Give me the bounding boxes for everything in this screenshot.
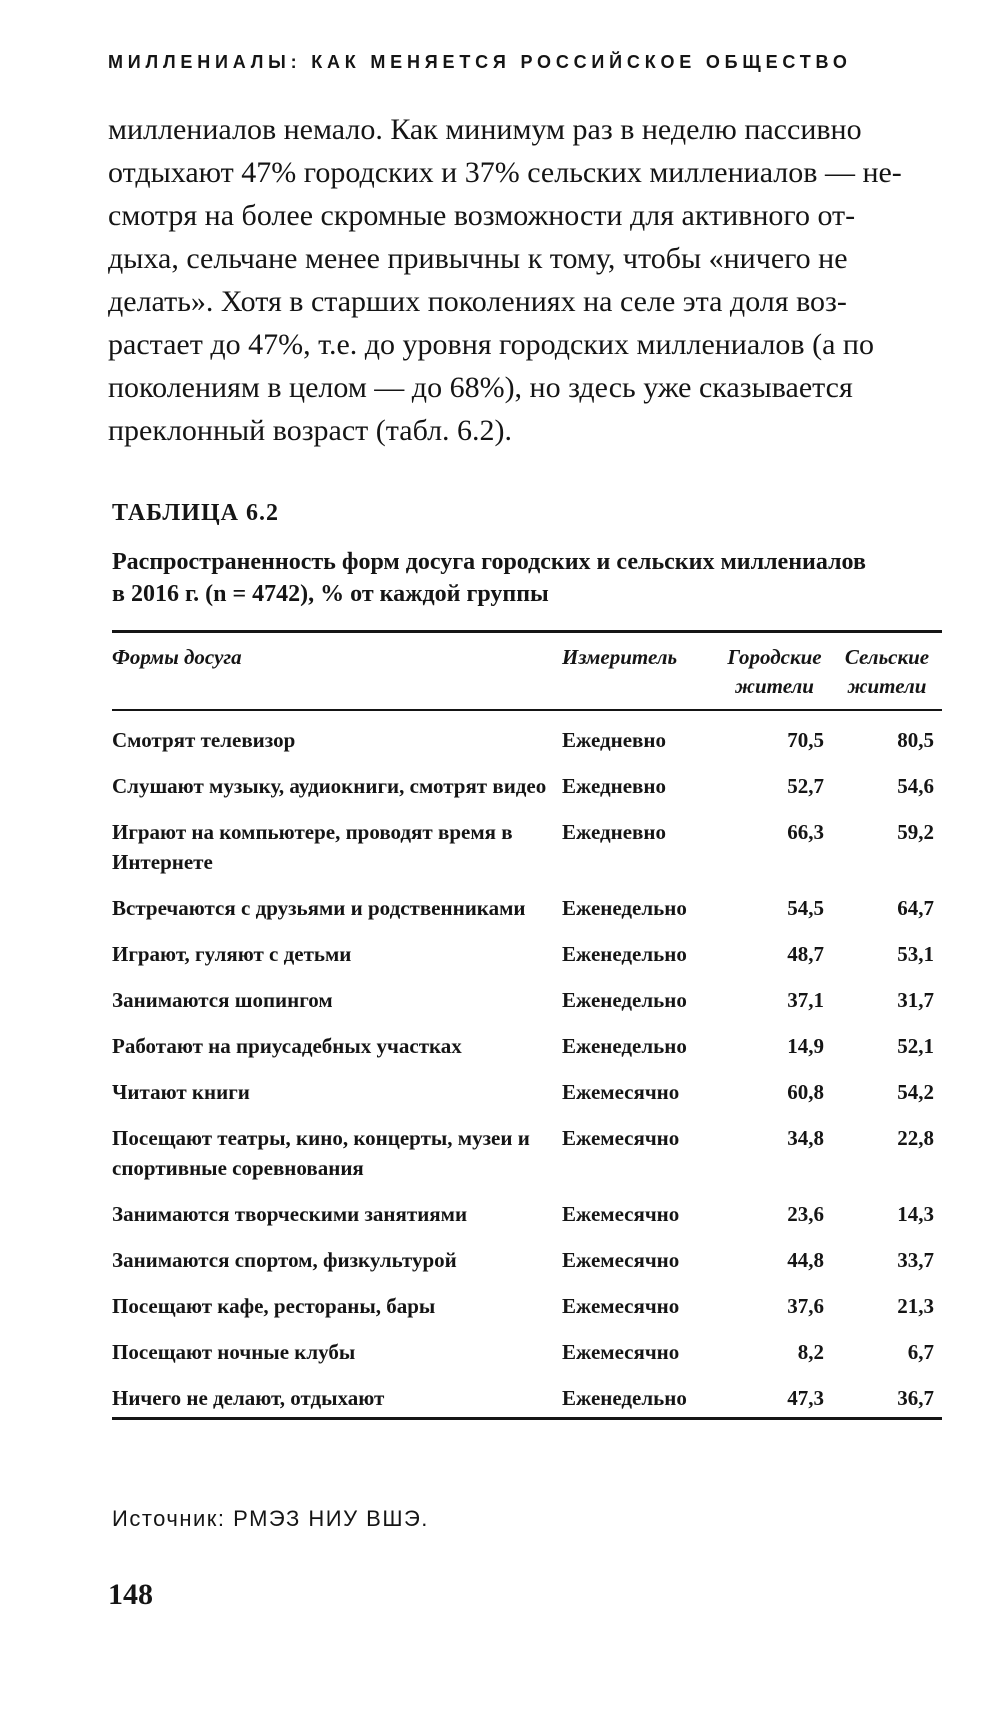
header-urban: Городские жители bbox=[717, 632, 832, 711]
cell-rural: 80,5 bbox=[897, 728, 934, 752]
cell-urban: 66,3 bbox=[787, 820, 824, 844]
cell-measure: Ежемесячно bbox=[562, 1080, 680, 1104]
body-line: растает до 47%, т.е. до уровня городских миллениалов (а по bbox=[108, 328, 874, 361]
table-source: Источник: РМЭЗ НИУ ВШЭ. bbox=[112, 1506, 429, 1531]
table-row bbox=[112, 1031, 942, 1077]
cell-form: Посещают ночные клубы bbox=[112, 1340, 356, 1364]
cell-form: Играют на компьютере, проводят время в Интернете bbox=[112, 820, 513, 874]
header-rural: Сельские жители bbox=[832, 632, 942, 711]
cell-rural: 54,6 bbox=[897, 774, 934, 798]
cell-form: Занимаются творческими занятиями bbox=[112, 1202, 468, 1226]
table-row bbox=[112, 893, 942, 939]
cell-urban: 44,8 bbox=[787, 1248, 824, 1272]
cell-rural: 59,2 bbox=[897, 820, 934, 844]
cell-urban: 48,7 bbox=[787, 942, 824, 966]
table-row bbox=[112, 985, 942, 1031]
table-header-row bbox=[112, 632, 942, 711]
cell-measure: Ежедневно bbox=[562, 774, 666, 798]
cell-rural: 6,7 bbox=[907, 1340, 934, 1364]
body-line: делать». Хотя в старших поколениях на селе эта доля воз- bbox=[108, 285, 847, 318]
header-measure: Измеритель bbox=[562, 632, 717, 711]
cell-measure: Еженедельно bbox=[562, 988, 687, 1012]
cell-measure: Еженедельно bbox=[562, 1386, 687, 1410]
body-line: отдыхают 47% городских и 37% сельских миллениалов — не- bbox=[108, 156, 902, 189]
cell-rural: 52,1 bbox=[897, 1034, 934, 1058]
table-row bbox=[112, 1245, 942, 1291]
caption-line: в 2016 г. (n = 4742), % от каждой группы bbox=[112, 581, 549, 607]
table-row bbox=[112, 1077, 942, 1123]
cell-form: Читают книги bbox=[112, 1080, 250, 1104]
cell-measure: Еженедельно bbox=[562, 1034, 687, 1058]
cell-rural: 36,7 bbox=[897, 1386, 934, 1410]
body-line: преклонный возраст (табл. 6.2). bbox=[108, 414, 513, 447]
cell-urban: 14,9 bbox=[787, 1034, 824, 1058]
table-row bbox=[112, 710, 942, 771]
table-row bbox=[112, 817, 942, 893]
cell-form: Ничего не делают, отдыхают bbox=[112, 1386, 385, 1410]
table-row bbox=[112, 1199, 942, 1245]
cell-rural: 53,1 bbox=[897, 942, 934, 966]
cell-rural: 14,3 bbox=[897, 1202, 934, 1226]
cell-form: Посещают кафе, рестораны, бары bbox=[112, 1294, 436, 1318]
cell-form: Посещают театры, кино, концерты, музеи и спортивные соревнования bbox=[112, 1126, 530, 1180]
cell-form: Слушают музыку, аудиокниги, смотрят видео bbox=[112, 774, 547, 798]
table-caption bbox=[112, 546, 942, 610]
cell-urban: 34,8 bbox=[787, 1126, 824, 1150]
cell-urban: 8,2 bbox=[797, 1340, 824, 1364]
cell-urban: 37,6 bbox=[787, 1294, 824, 1318]
cell-measure: Ежедневно bbox=[562, 728, 666, 752]
cell-form: Занимаются шопингом bbox=[112, 988, 333, 1012]
cell-urban: 23,6 bbox=[787, 1202, 824, 1226]
cell-rural: 21,3 bbox=[897, 1294, 934, 1318]
running-head: МИЛЛЕНИАЛЫ: КАК МЕНЯЕТСЯ РОССИЙСКОЕ ОБЩЕСТВО bbox=[108, 52, 852, 72]
cell-urban: 54,5 bbox=[787, 896, 824, 920]
cell-measure: Еженедельно bbox=[562, 942, 687, 966]
table-row bbox=[112, 771, 942, 817]
cell-measure: Ежемесячно bbox=[562, 1202, 680, 1226]
cell-form: Играют, гуляют с детьми bbox=[112, 942, 352, 966]
page-number: 148 bbox=[108, 1578, 153, 1611]
table-row bbox=[112, 1383, 942, 1419]
body-line: миллениалов немало. Как минимум раз в неделю пассивно bbox=[108, 113, 862, 146]
cell-form: Смотрят телевизор bbox=[112, 728, 296, 752]
leisure-table bbox=[112, 630, 942, 1420]
table-label: ТАБЛИЦА 6.2 bbox=[112, 500, 279, 526]
body-line: смотря на более скромные возможности для активного от- bbox=[108, 199, 856, 232]
cell-measure: Ежемесячно bbox=[562, 1126, 680, 1150]
cell-measure: Ежемесячно bbox=[562, 1294, 680, 1318]
body-line: дыха, сельчане менее привычны к тому, чтобы «ничего не bbox=[108, 242, 848, 275]
table-row bbox=[112, 1291, 942, 1337]
cell-urban: 60,8 bbox=[787, 1080, 824, 1104]
table-row bbox=[112, 1337, 942, 1383]
cell-measure: Ежемесячно bbox=[562, 1248, 680, 1272]
cell-form: Занимаются спортом, физкультурой bbox=[112, 1248, 457, 1272]
cell-measure: Еженедельно bbox=[562, 896, 687, 920]
cell-rural: 64,7 bbox=[897, 896, 934, 920]
cell-rural: 31,7 bbox=[897, 988, 934, 1012]
caption-line: Распространенность форм досуга городских и сельских миллениалов bbox=[112, 549, 866, 575]
cell-measure: Ежедневно bbox=[562, 820, 666, 844]
cell-rural: 22,8 bbox=[897, 1126, 934, 1150]
cell-urban: 70,5 bbox=[787, 728, 824, 752]
table-row bbox=[112, 1123, 942, 1199]
cell-urban: 47,3 bbox=[787, 1386, 824, 1410]
cell-measure: Ежемесячно bbox=[562, 1340, 680, 1364]
cell-rural: 54,2 bbox=[897, 1080, 934, 1104]
cell-form: Работают на приусадебных участках bbox=[112, 1034, 462, 1058]
header-form: Формы досуга bbox=[112, 632, 562, 711]
cell-rural: 33,7 bbox=[897, 1248, 934, 1272]
cell-urban: 52,7 bbox=[787, 774, 824, 798]
cell-urban: 37,1 bbox=[787, 988, 824, 1012]
table-row bbox=[112, 939, 942, 985]
cell-form: Встречаются с друзьями и родственниками bbox=[112, 896, 526, 920]
body-line: поколениям в целом — до 68%), но здесь уже сказывается bbox=[108, 371, 853, 404]
body-paragraph bbox=[108, 108, 938, 452]
